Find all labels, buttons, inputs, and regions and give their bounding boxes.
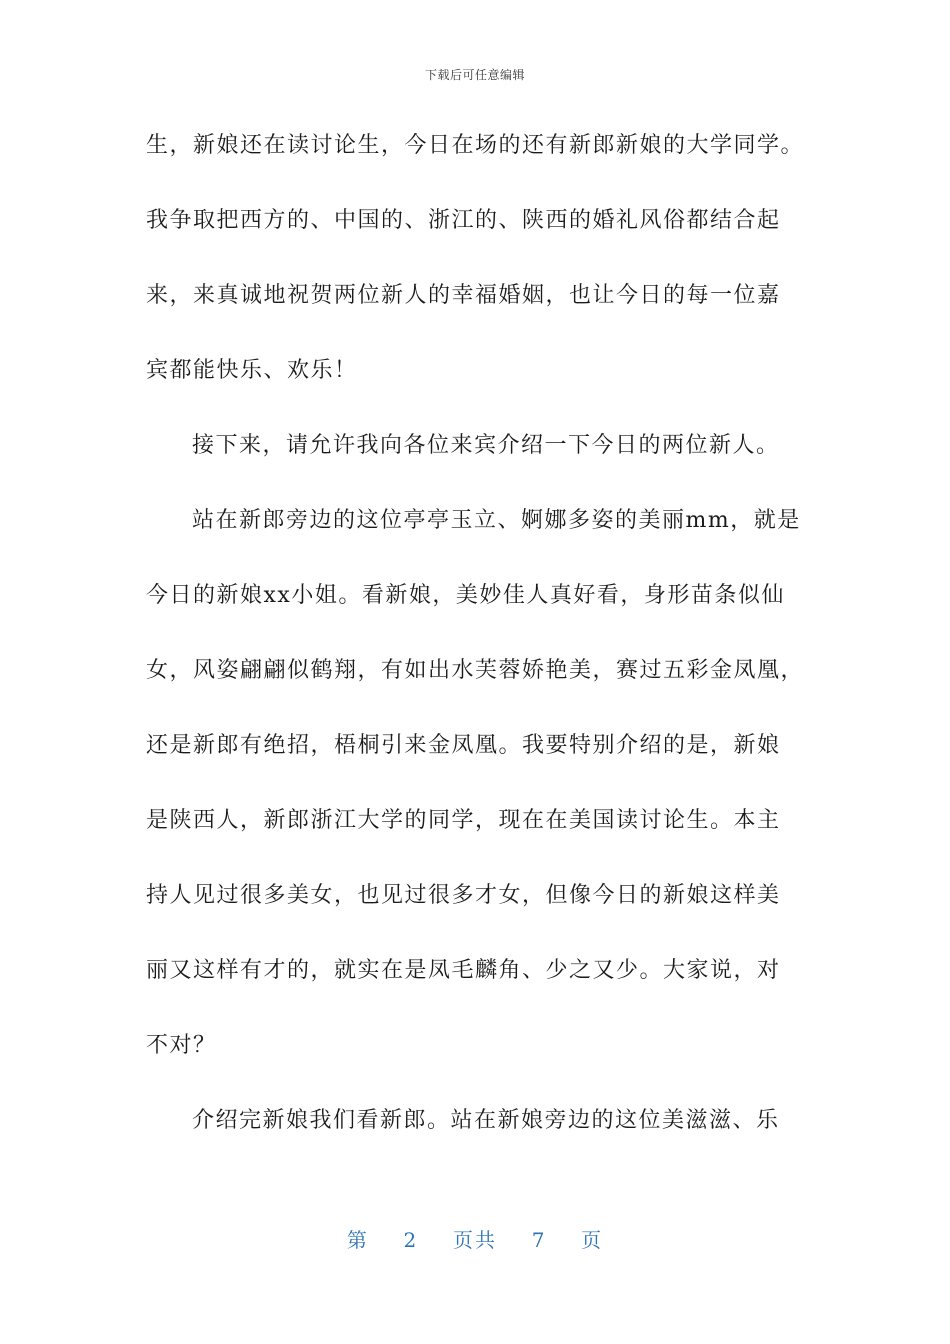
text-line: 今日的新娘xx小姐。看新娘，美妙佳人真好看，身形苗条似仙	[146, 583, 785, 608]
text-line: 丽又这样有才的，就实在是凤毛麟角、少之又少。大家说，对	[146, 958, 781, 983]
document-body	[146, 108, 826, 1158]
current-page-number: 2	[403, 1228, 419, 1252]
text-line: 生，新娘还在读讨论生，今日在场的还有新郎新娘的大学同学。	[146, 133, 805, 158]
paragraph-start-line: 接下来，请允许我向各位来宾介绍一下今日的两位新人。	[192, 433, 780, 458]
text-line: 我争取把西方的、中国的、浙江的、陕西的婚礼风俗都结合起	[146, 208, 781, 233]
paragraph-start-line: 介绍完新娘我们看新郎。站在新娘旁边的这位美滋滋、乐	[192, 1108, 780, 1133]
text-line: 不对？	[146, 1033, 217, 1058]
text-line: 来，来真诚地祝贺两位新人的幸福婚姻，也让今日的每一位嘉	[146, 283, 781, 308]
text-line: 还是新郎有绝招，梧桐引来金凤凰。我要特别介绍的是，新娘	[146, 733, 781, 758]
text-line: 持人见过很多美女，也见过很多才女，但像今日的新娘这样美	[146, 883, 781, 908]
total-page-count: 7	[531, 1228, 547, 1252]
header-note: 下载后可任意编辑	[424, 68, 525, 82]
paragraph-start-line: 站在新郎旁边的这位亭亭玉立、婀娜多姿的美丽mm，就是	[192, 508, 801, 533]
footer-suffix: 页	[581, 1228, 604, 1252]
page-footer	[0, 1224, 950, 1253]
text-line: 女，风姿翩翩似鹤翔，有如出水芙蓉娇艳美，赛过五彩金凤凰，	[146, 658, 805, 683]
footer-middle: 页共	[453, 1228, 497, 1252]
text-line: 是陕西人，新郎浙江大学的同学，现在在美国读讨论生。本主	[146, 808, 781, 833]
text-line: 宾都能快乐、欢乐！	[146, 358, 358, 383]
footer-prefix: 第	[346, 1228, 369, 1252]
